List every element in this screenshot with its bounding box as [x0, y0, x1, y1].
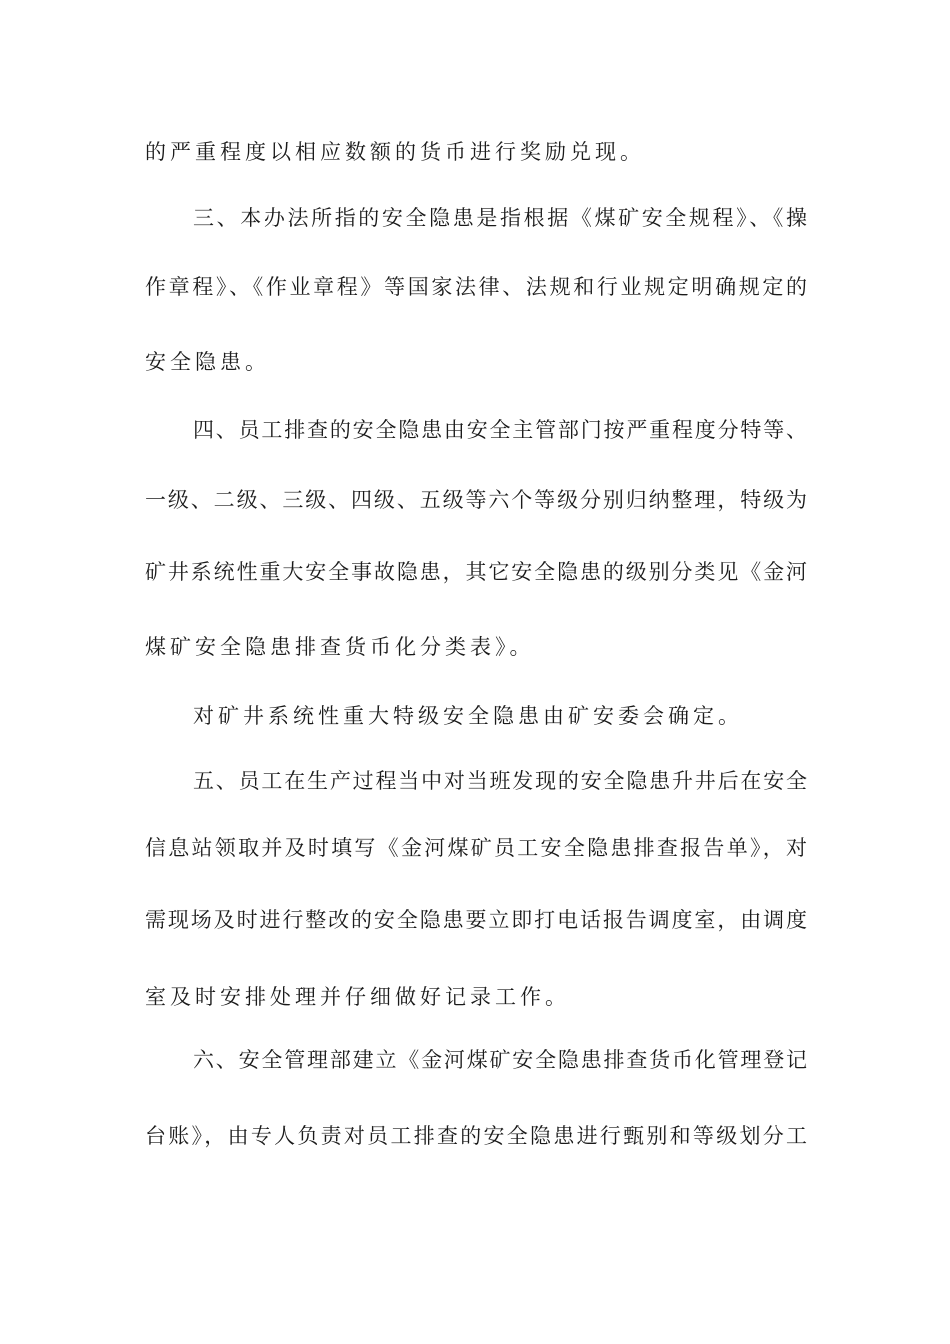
text-line: 煤矿安全隐患排查货币化分类表》。 [145, 635, 535, 659]
text-line: 信息站领取并及时填写《金河煤矿员工安全隐患排查报告单》，对 [145, 836, 807, 860]
text-line: 作章程》、《作业章程》等国家法律、法规和行业规定明确规定的 [145, 275, 807, 299]
text-line: 三、本办法所指的安全隐患是指根据《煤矿安全规程》、《操 [193, 206, 807, 230]
text-line: 六、安全管理部建立《金河煤矿安全隐患排查货币化管理登记 [193, 1048, 807, 1072]
text-line: 的严重程度以相应数额的货币进行奖励兑现。 [145, 140, 645, 164]
text-line: 对矿井系统性重大特级安全隐患由矿安委会确定。 [193, 704, 743, 728]
text-line: 需现场及时进行整改的安全隐患要立即打电话报告调度室，由调度 [145, 908, 807, 932]
text-line: 台账》，由专人负责对员工排查的安全隐患进行甄别和等级划分工 [145, 1124, 807, 1148]
text-line: 室及时安排处理并仔细做好记录工作。 [145, 985, 570, 1009]
text-line: 一级、二级、三级、四级、五级等六个等级分别归纳整理，特级为 [145, 488, 807, 512]
text-line: 安全隐患。 [145, 350, 270, 374]
text-line: 矿井系统性重大安全事故隐患，其它安全隐患的级别分类见《金河 [145, 560, 807, 584]
text-line: 四、员工排查的安全隐患由安全主管部门按严重程度分特等、 [193, 418, 807, 442]
text-line: 五、员工在生产过程当中对当班发现的安全隐患升井后在安全 [193, 769, 807, 793]
